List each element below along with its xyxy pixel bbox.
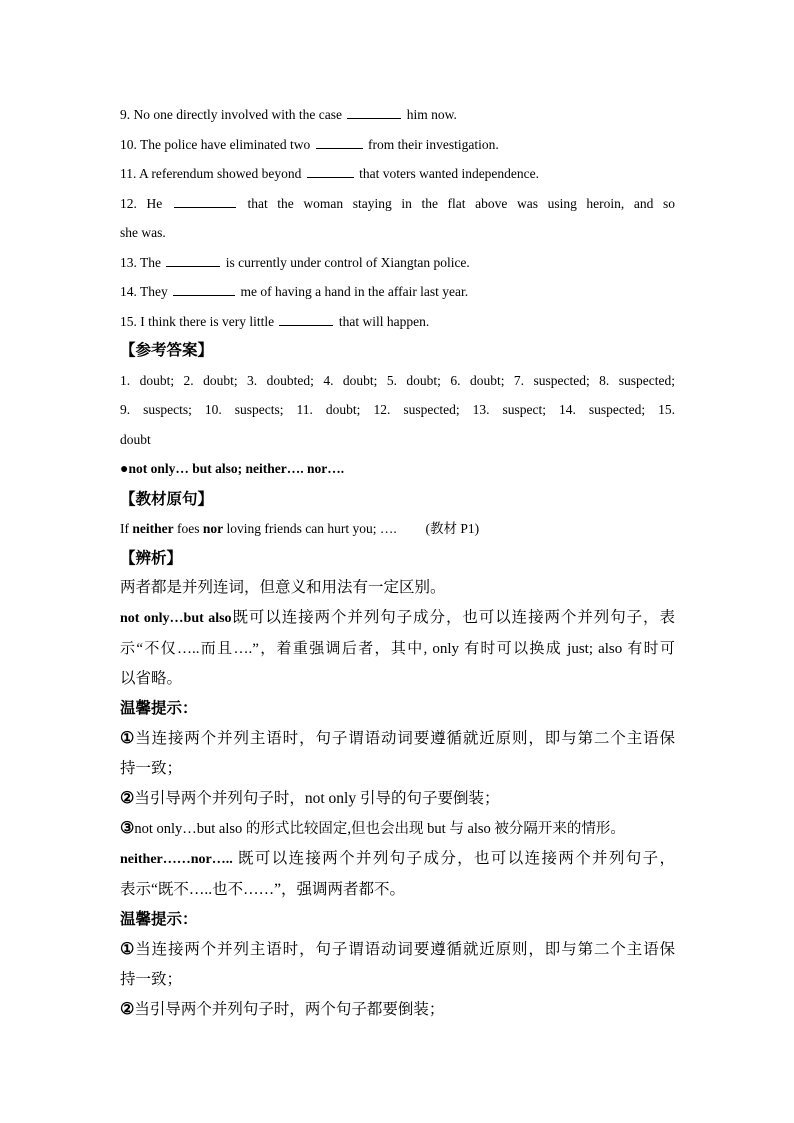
tip-1-item-1: ①当连接两个并列主语时，句子谓语动词要遵循就近原则，即与第二个主语保 持一致； bbox=[120, 730, 675, 777]
circled-number-icon: ① bbox=[120, 730, 136, 747]
question-12: 12. He that the woman staying in the flat above was using heroin, and so bbox=[120, 195, 676, 211]
answer-blank bbox=[316, 135, 363, 149]
answers-line-1: 1. doubt; 2. doubt; 3. doubted; 4. doubt; 5. doubt; 6. doubt; 7. suspected; 8. suspected; bbox=[120, 372, 675, 388]
circled-number-icon: ② bbox=[120, 1001, 135, 1018]
topic-title: ●not only… but also; neither…. nor…. bbox=[120, 461, 345, 477]
answer-blank bbox=[279, 312, 333, 326]
tip-heading-1: 温馨提示： bbox=[120, 700, 198, 717]
textbook-sentence: If neither foes nor loving friends can hurt you; …. (教材 P1) bbox=[120, 521, 480, 536]
bullet-icon: ● bbox=[120, 462, 129, 477]
circled-number-icon: ③ bbox=[120, 820, 135, 837]
answers-line-3: doubt bbox=[120, 431, 151, 447]
circled-number-icon: ② bbox=[120, 790, 135, 807]
question-10: 10. The police have eliminated two from their investigation. bbox=[120, 136, 499, 152]
answer-blank bbox=[307, 164, 354, 178]
circled-number-icon: ① bbox=[120, 941, 136, 958]
answer-blank bbox=[347, 105, 401, 119]
question-15: 15. I think there is very little that will happen. bbox=[120, 313, 430, 329]
answers-heading: 【参考答案】 bbox=[120, 342, 214, 359]
tip-2-item-1: ①当连接两个并列主语时，句子谓语动词要遵循就近原则，即与第二个主语保 持一致； bbox=[120, 941, 675, 988]
neither-nor-term: neither……nor….. bbox=[120, 852, 233, 867]
tip-1-item-2: ②当引导两个并列句子时，not only 引导的句子要倒装； bbox=[120, 790, 500, 807]
answer-blank bbox=[166, 253, 220, 267]
not-only-term: not only…but also bbox=[120, 611, 232, 626]
tip-1-item-3: ③not only…but also 的形式比较固定,但也会出现 but 与 also 被分隔开来的情形。 bbox=[120, 820, 625, 837]
tip-2-item-2: ②当引导两个并列句子时，两个句子都要倒装； bbox=[120, 1001, 445, 1018]
question-9: 9. No one directly involved with the case him now. bbox=[120, 107, 457, 122]
analysis-intro: 两者都是并列连词，但意义和用法有一定区别。 bbox=[120, 579, 446, 596]
analysis-heading: 【辨析】 bbox=[120, 549, 183, 567]
textbook-heading: 【教材原句】 bbox=[120, 490, 214, 508]
tip-heading-2: 温馨提示： bbox=[120, 911, 198, 928]
not-only-explanation: not only…but also既可以连接两个并列句子成分，也可以连接两个并列句子，表 示“不仅…..而且….”，着重强调后者，其中, only 有时可以换成 just; also 有时可 以省略。 bbox=[120, 609, 675, 687]
answer-blank bbox=[173, 282, 235, 296]
textbook-source: (教材 P1) bbox=[425, 521, 480, 536]
answer-blank bbox=[174, 194, 236, 208]
neither-nor-explanation: neither……nor….. 既可以连接两个并列句子成分，也可以连接两个并列句子， 表示“既不…..也不……”，强调两者都不。 bbox=[120, 850, 675, 898]
question-13: 13. The is currently under control of Xiangtan police. bbox=[120, 254, 470, 270]
document-content bbox=[120, 100, 675, 1025]
question-11: 11. A referendum showed beyond that voters wanted independence. bbox=[120, 166, 540, 181]
question-12-continued: she was. bbox=[120, 225, 166, 240]
answers-line-2: 9. suspects; 10. suspects; 11. doubt; 12. suspected; 13. suspect; 14. suspected; 15. bbox=[120, 402, 675, 417]
question-14: 14. They me of having a hand in the affair last year. bbox=[120, 284, 469, 299]
